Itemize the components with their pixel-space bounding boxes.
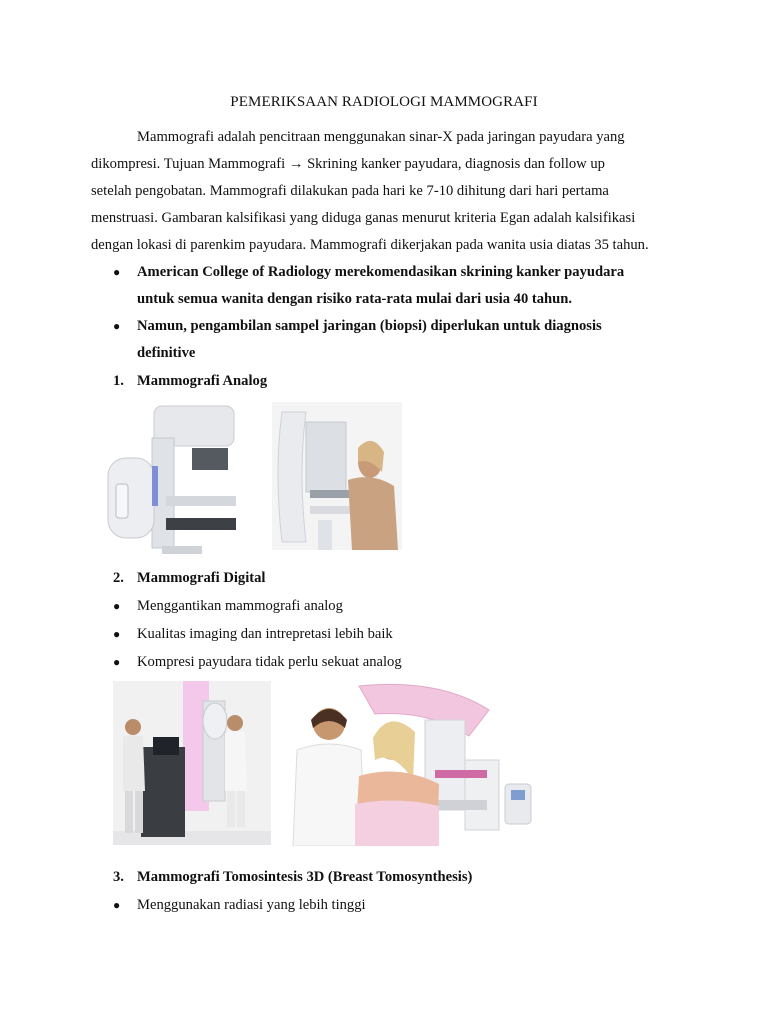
list-item bbox=[91, 259, 691, 313]
list-item-text: Menggunakan radiasi yang lebih tinggi bbox=[137, 897, 366, 913]
bullet-icon: ● bbox=[113, 627, 121, 641]
list-item bbox=[91, 313, 691, 367]
section-number: 3. bbox=[113, 869, 124, 885]
intro-paragraph bbox=[91, 124, 671, 259]
key-point-line: Namun, pengambilan sampel jaringan (biopsi) diperlukan untuk diagnosis bbox=[137, 318, 602, 334]
digital-mammography-workstation-photo bbox=[113, 681, 271, 845]
bullet-icon: ● bbox=[113, 319, 121, 333]
list-item bbox=[91, 593, 691, 621]
section-title: Mammografi Analog bbox=[137, 373, 268, 389]
intro-line: Mammografi adalah pencitraan menggunakan sinar-X pada jaringan payudara yang bbox=[137, 129, 625, 145]
bullet-icon: ● bbox=[113, 265, 121, 279]
list-item-text: Kualitas imaging dan intrepretasi lebih baik bbox=[137, 626, 393, 642]
list-item bbox=[91, 649, 691, 677]
intro-line: dengan lokasi di parenkim payudara. Mammografi dikerjakan pada wanita usia diatas 35 tahun. bbox=[91, 237, 649, 253]
tomosynthesis-bullet-list bbox=[91, 892, 691, 920]
section-number: 2. bbox=[113, 570, 124, 586]
digital-bullet-list bbox=[91, 593, 691, 677]
section-heading bbox=[91, 867, 472, 887]
intro-line: setelah pengobatan. Mammografi dilakukan pada hari ke 7-10 dihitung dari hari pertama bbox=[91, 183, 609, 199]
digital-mammography-patient-photo bbox=[289, 680, 535, 846]
list-item-text: Kompresi payudara tidak perlu sekuat analog bbox=[137, 654, 402, 670]
document-title: PEMERIKSAAN RADIOLOGI MAMMOGRAFI bbox=[230, 94, 538, 110]
intro-line: dikompresi. Tujuan Mammografi → Skrining kanker payudara, diagnosis dan follow up bbox=[91, 156, 605, 172]
analog-mammography-patient-photo bbox=[272, 402, 402, 550]
key-point-line: American College of Radiology merekomendasikan skrining kanker payudara bbox=[137, 264, 625, 280]
list-item bbox=[91, 892, 691, 920]
section-title: Mammografi Digital bbox=[137, 570, 266, 586]
key-point-line: definitive bbox=[137, 345, 196, 361]
analog-mammography-machine-photo bbox=[92, 398, 252, 556]
bullet-icon: ● bbox=[113, 655, 121, 669]
section-number: 1. bbox=[113, 373, 124, 389]
list-item bbox=[91, 621, 691, 649]
bullet-icon: ● bbox=[113, 898, 121, 912]
key-point-line: untuk semua wanita dengan risiko rata-rata mulai dari usia 40 tahun. bbox=[137, 291, 573, 307]
intro-line: menstruasi. Gambaran kalsifikasi yang diduga ganas menurut kriteria Egan adalah kalsifikasi bbox=[91, 210, 636, 226]
section-heading bbox=[91, 371, 267, 391]
bullet-icon: ● bbox=[113, 599, 121, 613]
list-item-text: Menggantikan mammografi analog bbox=[137, 598, 343, 614]
section-title: Mammografi Tomosintesis 3D (Breast Tomosynthesis) bbox=[137, 869, 473, 885]
key-points-list bbox=[91, 259, 691, 367]
section-heading bbox=[91, 568, 265, 588]
